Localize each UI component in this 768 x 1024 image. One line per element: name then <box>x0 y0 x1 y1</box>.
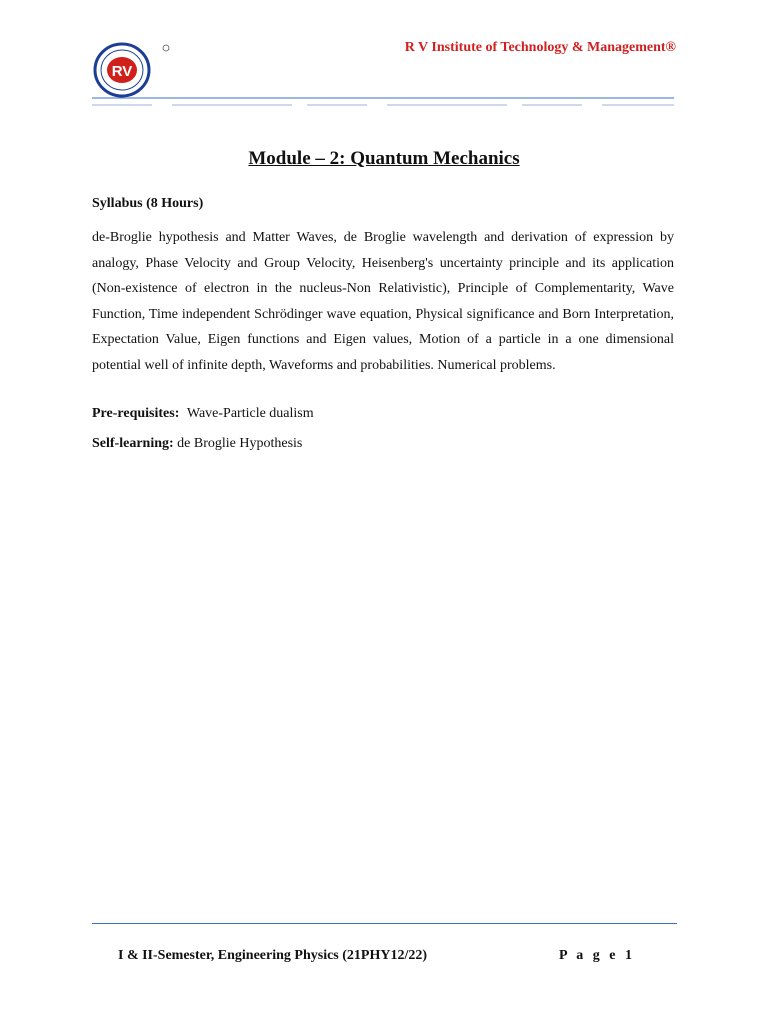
page-title: Module – 2: Quantum Mechanics <box>248 148 520 169</box>
svg-text:RV: RV <box>111 63 133 80</box>
syllabus-heading: Syllabus (8 Hours) <box>92 196 204 211</box>
self-learning-line <box>92 436 302 452</box>
self-learning-label: Self-learning: <box>92 436 174 451</box>
footer-page-number: P a g e 1 <box>559 948 635 963</box>
footer-course: I & II-Semester, Engineering Physics (21PHY12/22) <box>118 948 428 963</box>
prerequisites-value: Wave-Particle dualism <box>186 406 314 421</box>
header-institute-name: R V Institute of Technology & Management® <box>404 40 676 55</box>
header-divider <box>92 96 674 108</box>
syllabus-body: de-Broglie hypothesis and Matter Waves, de Broglie wavelength and derivation of expression by analogy, Phase Velocity and Group Velocity, Heisenberg's uncertainty principle and its application (Non-existence of electron in the nucleus-Non Relativistic), Principle of Complementarity, Wave Function, Time independent Schrödinger wave equation, Physical significance and Born Interpretation, Expectation Value, Eigen functions and Eigen values, Motion of a particle in a one dimensional potential well of infinite depth, Waveforms and probabilities. Numerical problems. <box>92 230 674 373</box>
prerequisites-line <box>92 406 314 422</box>
self-learning-value: de Broglie Hypothesis <box>177 436 303 451</box>
footer-divider <box>92 923 677 924</box>
institute-logo <box>92 42 174 98</box>
prerequisites-label: Pre-requisites: <box>92 406 180 421</box>
